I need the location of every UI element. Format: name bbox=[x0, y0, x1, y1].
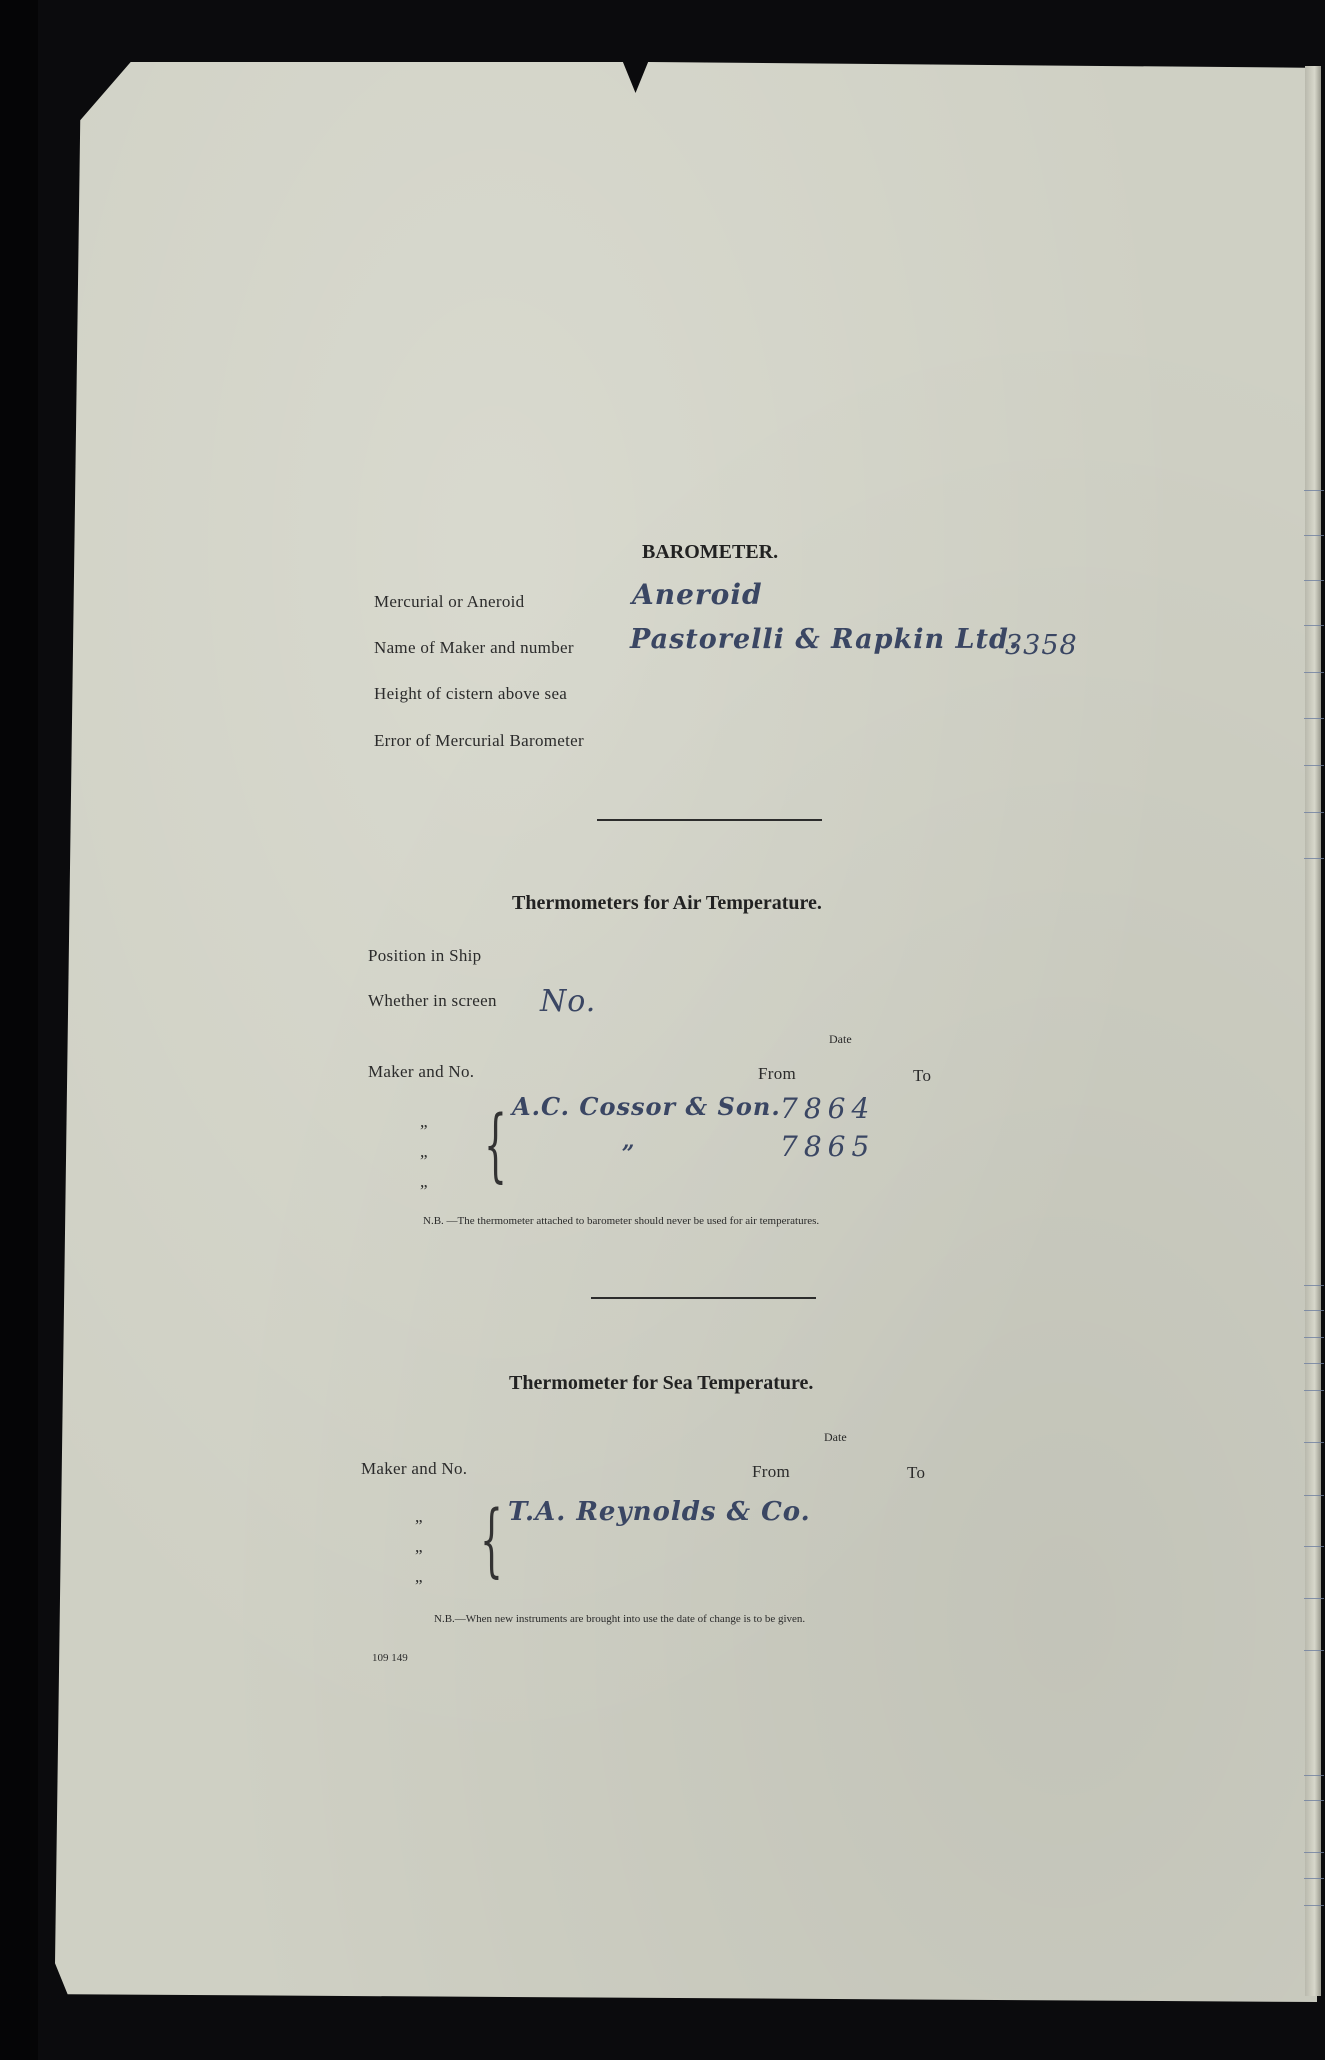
sea-from-label: From bbox=[752, 1462, 791, 1481]
barometer-heading: BAROMETER. bbox=[642, 541, 779, 563]
binding-tick bbox=[1304, 1546, 1324, 1547]
binding-tick bbox=[1304, 625, 1324, 626]
sea-ditto-2: „ bbox=[415, 1537, 423, 1556]
binding-tick bbox=[1304, 1800, 1324, 1801]
sea-to-label: To bbox=[907, 1463, 926, 1482]
binding-tick bbox=[1304, 1852, 1324, 1853]
air-from-label: From bbox=[758, 1064, 797, 1083]
scan-border bbox=[0, 0, 38, 2060]
binding-tick bbox=[1304, 580, 1324, 581]
binding-tick bbox=[1304, 1878, 1324, 1879]
air-date-label: Date bbox=[829, 1032, 852, 1046]
air-brace: { bbox=[484, 1098, 507, 1191]
binding-tick bbox=[1304, 1905, 1324, 1906]
binding-tick bbox=[1304, 1390, 1324, 1391]
mercurial-label: Mercurial or Aneroid bbox=[374, 592, 525, 611]
air-ditto-2: „ bbox=[420, 1142, 428, 1161]
sea-ditto-3: „ bbox=[415, 1567, 423, 1586]
screen-value: No. bbox=[540, 984, 597, 1019]
binding-tick bbox=[1304, 1363, 1324, 1364]
binding-tick bbox=[1304, 812, 1324, 813]
height-label: Height of cistern above sea bbox=[374, 684, 568, 703]
binding-tick bbox=[1304, 718, 1324, 719]
maker-number: 3358 bbox=[1005, 630, 1078, 661]
binding-tick bbox=[1304, 672, 1324, 673]
binding-tick bbox=[1304, 1775, 1324, 1776]
section-divider bbox=[597, 819, 822, 821]
sea-note: N.B.—When new instruments are brought into use the date of change is to be given. bbox=[434, 1613, 806, 1625]
sea-date-label: Date bbox=[824, 1430, 847, 1444]
air-note: N.B. —The thermometer attached to barometer should never be used for air temperatures. bbox=[423, 1215, 820, 1227]
error-label: Error of Mercurial Barometer bbox=[374, 731, 584, 750]
air-ditto-1: „ bbox=[420, 1112, 428, 1131]
binding-tick bbox=[1304, 490, 1324, 491]
sea-brace: { bbox=[480, 1493, 503, 1586]
sea-entry-1-maker: T.A. Reynolds & Co. bbox=[508, 1497, 811, 1527]
form-number: 109 149 bbox=[372, 1652, 408, 1664]
mercurial-value: Aneroid bbox=[632, 578, 763, 611]
binding-edge bbox=[1305, 66, 1321, 1996]
binding-tick bbox=[1304, 1285, 1324, 1286]
binding-tick bbox=[1304, 858, 1324, 859]
binding-tick bbox=[1304, 1442, 1324, 1443]
binding-tick bbox=[1304, 1310, 1324, 1311]
air-ditto-3: „ bbox=[420, 1172, 428, 1191]
air-entry-2-number: 7865 bbox=[780, 1130, 876, 1163]
binding-tick bbox=[1304, 1337, 1324, 1338]
section-divider bbox=[591, 1297, 816, 1299]
air-heading: Thermometers for Air Temperature. bbox=[512, 892, 822, 914]
maker-label: Name of Maker and number bbox=[374, 638, 574, 657]
form-page bbox=[55, 62, 1317, 2002]
maker-value: Pastorelli & Rapkin Ltd. bbox=[630, 624, 1020, 655]
binding-tick bbox=[1304, 765, 1324, 766]
position-label: Position in Ship bbox=[368, 946, 482, 965]
sea-heading: Thermometer for Sea Temperature. bbox=[509, 1372, 814, 1394]
binding-tick bbox=[1304, 1598, 1324, 1599]
air-maker-label: Maker and No. bbox=[368, 1062, 475, 1081]
binding-tick bbox=[1304, 1495, 1324, 1496]
air-to-label: To bbox=[913, 1066, 932, 1085]
screen-label: Whether in screen bbox=[368, 991, 497, 1010]
sea-maker-label: Maker and No. bbox=[361, 1459, 468, 1478]
binding-tick bbox=[1304, 1650, 1324, 1651]
binding-tick bbox=[1304, 535, 1324, 536]
sea-ditto-1: „ bbox=[415, 1507, 423, 1526]
air-entry-2-maker: „ bbox=[622, 1128, 636, 1154]
air-entry-1-maker: A.C. Cossor & Son. bbox=[512, 1092, 781, 1121]
air-entry-1-number: 7864 bbox=[780, 1092, 876, 1125]
